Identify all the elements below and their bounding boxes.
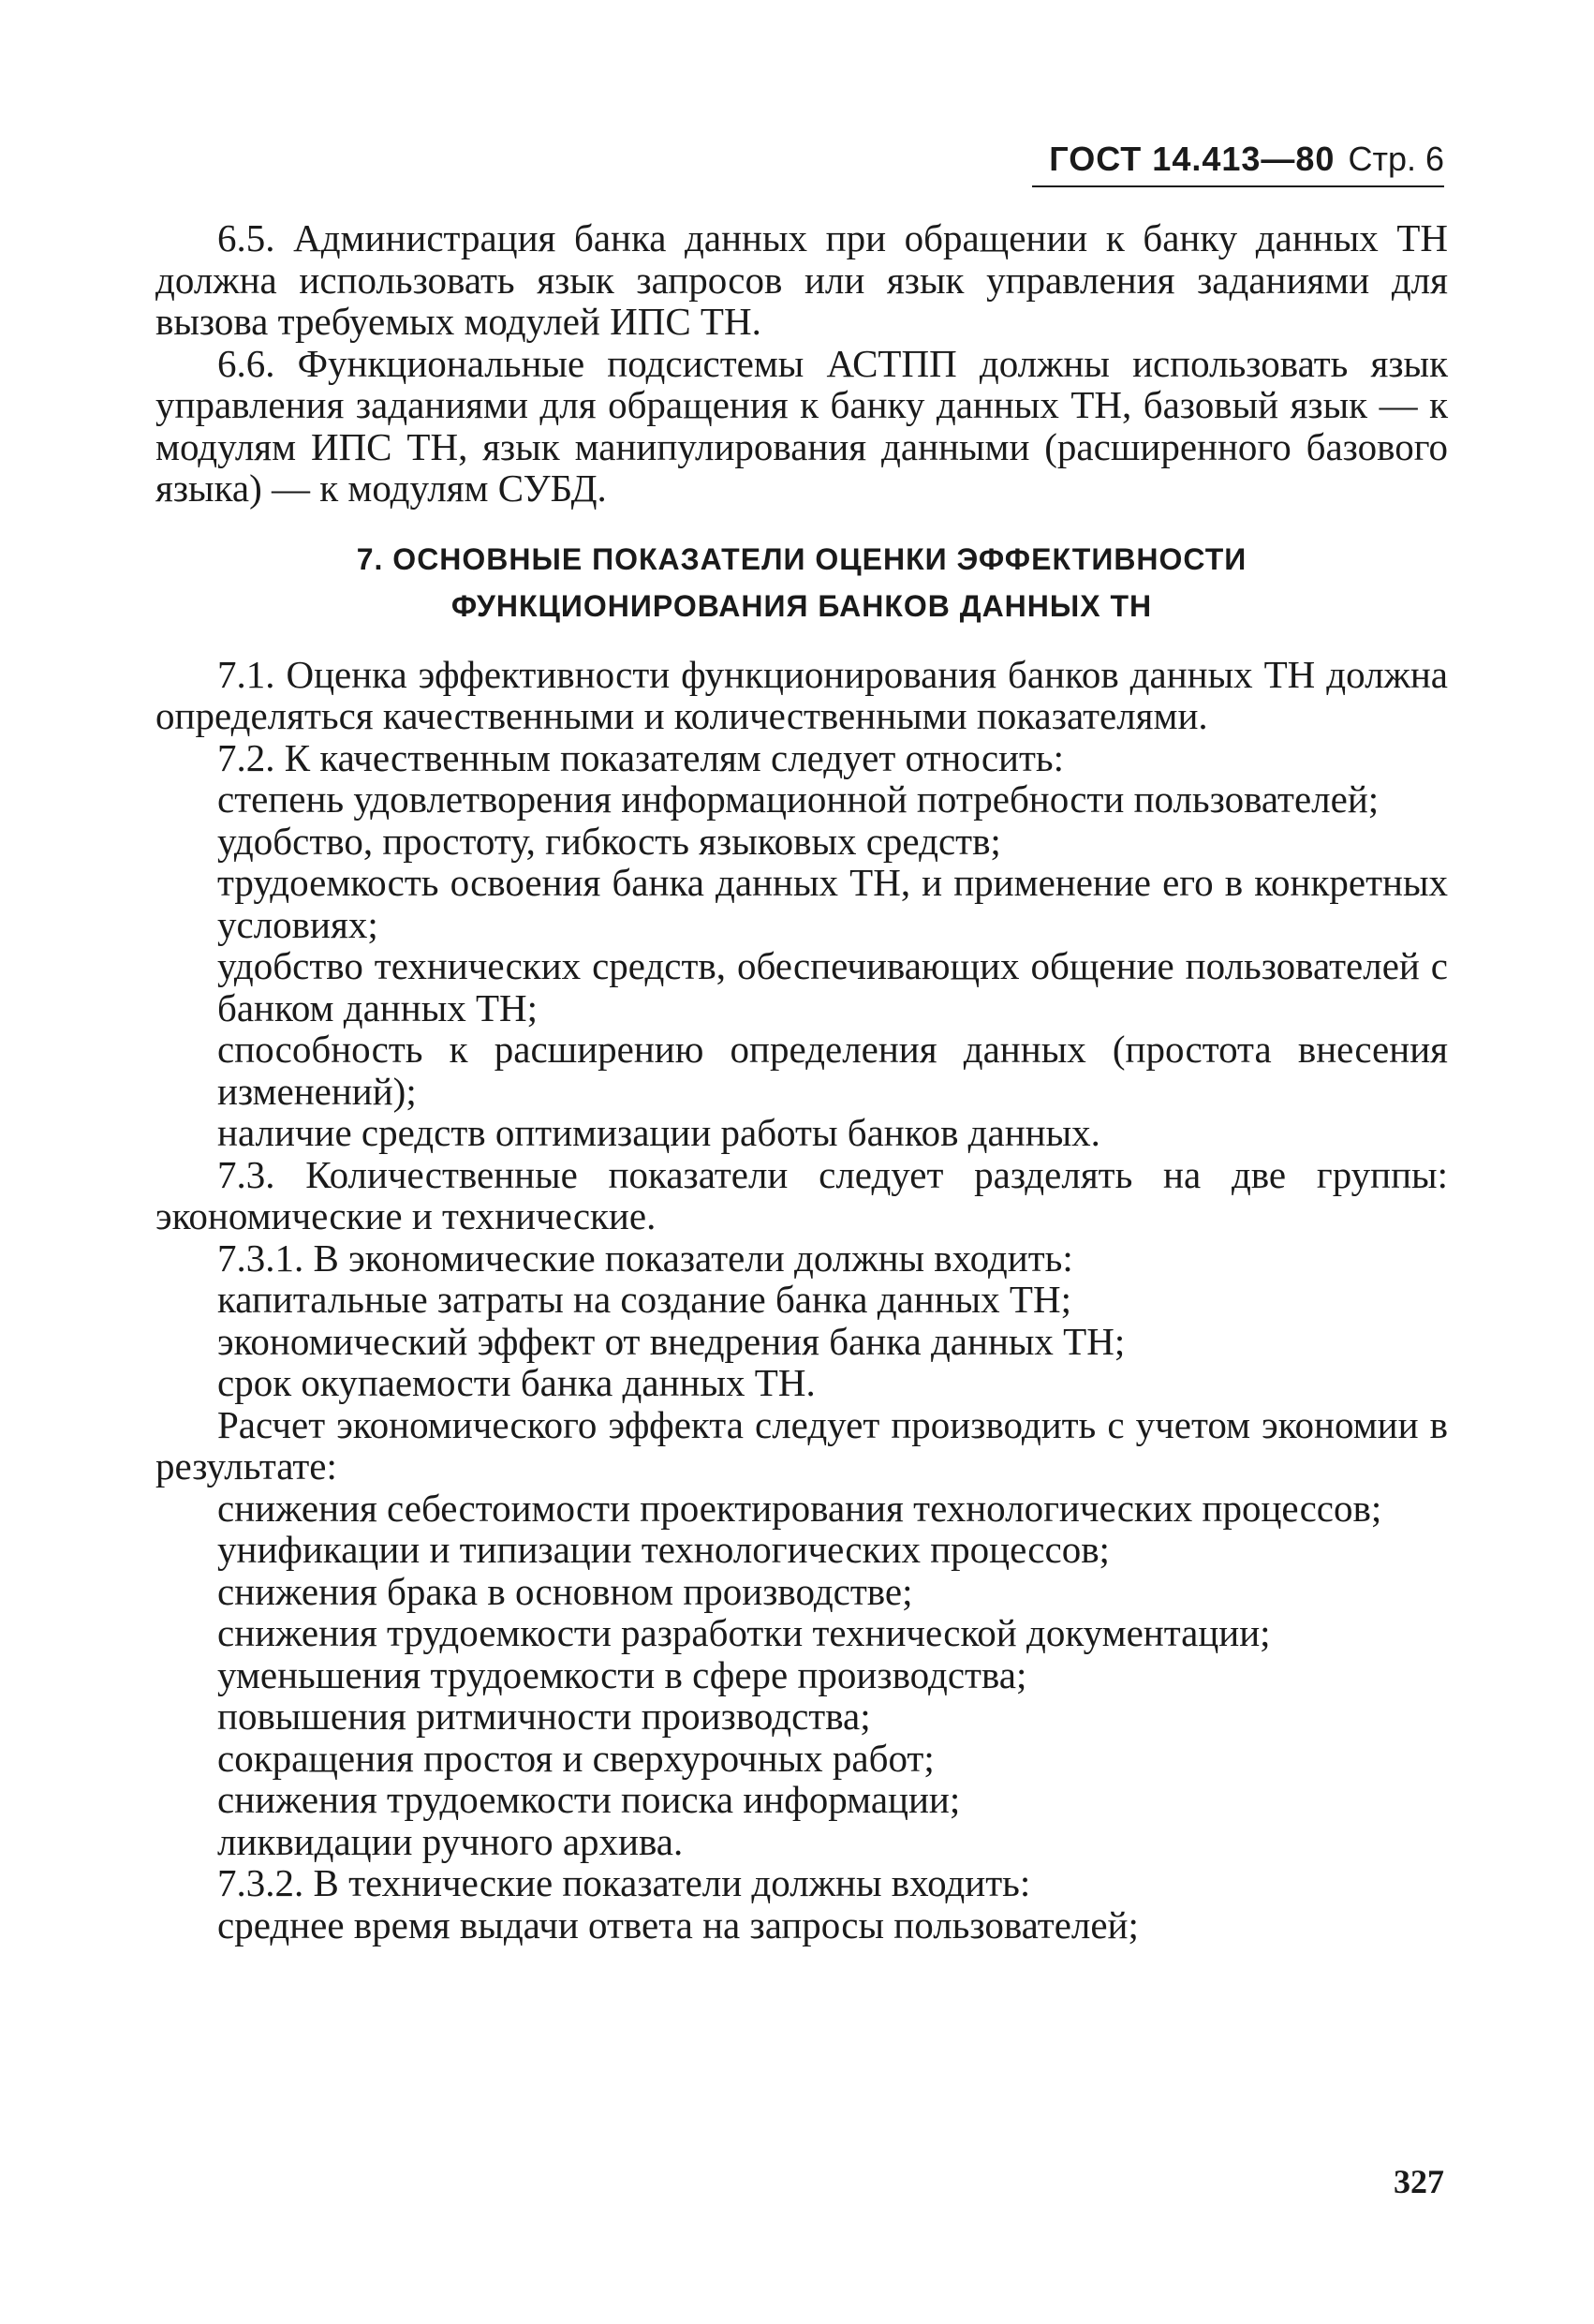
- list-item: ликвидации ручного архива.: [217, 1819, 684, 1863]
- list-item: капитальные затраты на создание банка данных ТН;: [217, 1278, 1071, 1321]
- list-item: трудоемкость освоения банка данных ТН, и применение его в конкретных условиях;: [217, 861, 1448, 946]
- list-item: срок окупаемости банка данных ТН.: [217, 1361, 816, 1404]
- page-number: 327: [1394, 2163, 1444, 2200]
- list-item: повышения ритмичности производства;: [217, 1695, 871, 1738]
- paragraph-6-5: 6.5. Администрация банка данных при обращении к банку данных ТН должна использовать язык запросов или язык управления заданиями для вызова требуемых модулей ИПС ТН.: [155, 216, 1448, 343]
- list-item: унификации и типизации технологических процессов;: [217, 1528, 1110, 1571]
- list-item: снижения себестоимости проектирования технологических процессов;: [217, 1486, 1382, 1530]
- section-heading-line-1: 7. ОСНОВНЫЕ ПОКАЗАТЕЛИ ОЦЕНКИ ЭФФЕКТИВНОСТИ: [356, 541, 1247, 576]
- section-heading: [155, 536, 1448, 629]
- paragraph: 7.3. Количественные показатели следует разделять на две группы: экономические и технические.: [155, 1152, 1448, 1237]
- paragraph: 7.3.2. В технические показатели должны входить:: [217, 1861, 1031, 1904]
- paragraph: Расчет экономического эффекта следует производить с учетом экономии в результате:: [155, 1402, 1448, 1488]
- list-item: снижения трудоемкости поиска информации;: [217, 1778, 961, 1821]
- list-item: удобство технических средств, обеспечивающих общение пользователей с банком данных ТН;: [217, 944, 1448, 1029]
- running-header: [1049, 139, 1444, 180]
- list-item: удобство, простоту, гибкость языковых средств;: [217, 819, 1001, 863]
- paragraph: 7.3.1. В экономические показатели должны входить:: [217, 1236, 1073, 1280]
- section-body: [155, 654, 1448, 1947]
- list-item: сокращения простоя и сверхурочных работ;: [217, 1736, 935, 1780]
- header-rule: [1032, 185, 1444, 187]
- list-item: степень удовлетворения информационной потребности пользователей;: [217, 777, 1380, 821]
- standard-code: ГОСТ 14.413—80: [1049, 140, 1336, 178]
- list-item: уменьшения трудоемкости в сфере производства;: [217, 1652, 1027, 1696]
- list-item: снижения брака в основном производстве;: [217, 1569, 913, 1613]
- paragraph-6-6: 6.6. Функциональные подсистемы АСТПП должны использовать язык управления заданиями для обращения к банку данных ТН, базовый язык — к модулям ИПС ТН, язык манипулирования данными (расширенного базового языка) — к модулям СУБД.: [155, 341, 1448, 510]
- list-item: наличие средств оптимизации работы банков данных.: [217, 1111, 1100, 1154]
- list-item: среднее время выдачи ответа на запросы пользователей;: [217, 1902, 1139, 1947]
- page-content: [155, 217, 1448, 1946]
- section-heading-line-2: ФУНКЦИОНИРОВАНИЯ БАНКОВ ДАННЫХ ТН: [450, 588, 1153, 623]
- list-item: способность к расширению определения данных (простота внесения изменений);: [217, 1028, 1448, 1113]
- list-item: снижения трудоемкости разработки технической документации;: [217, 1611, 1271, 1654]
- list-item: экономический эффект от внедрения банка данных ТН;: [217, 1319, 1126, 1363]
- paragraph: 7.1. Оценка эффективности функционирования банков данных ТН должна определяться качественными и количественными показателями.: [155, 652, 1448, 737]
- paragraph: 7.2. К качественным показателям следует относить:: [217, 735, 1064, 779]
- page-label: Стр. 6: [1348, 140, 1444, 178]
